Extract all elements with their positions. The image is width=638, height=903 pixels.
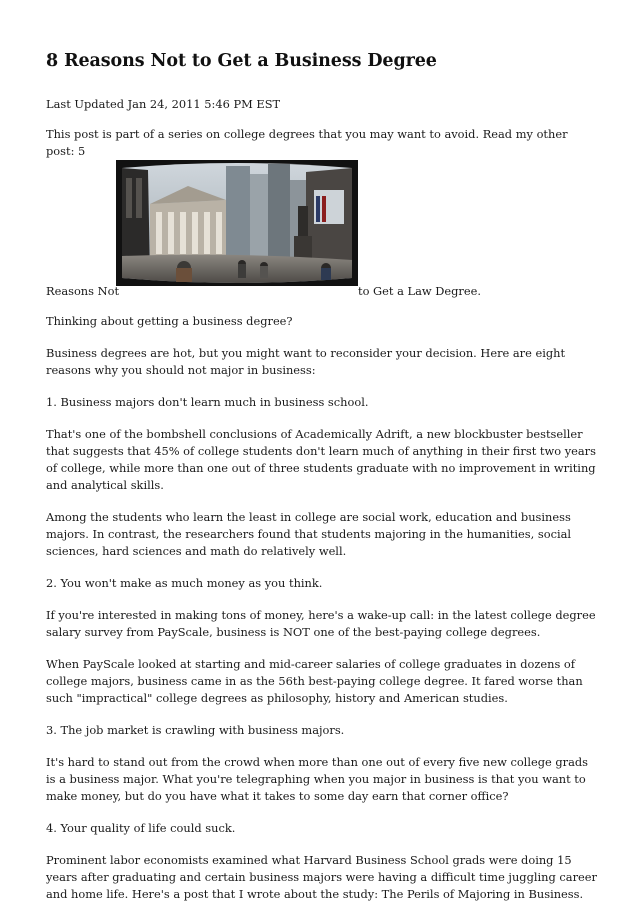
article-title: 8 Reasons Not to Get a Business Degree <box>46 51 437 71</box>
reason-1-heading: 1. Business majors don't learn much in business school. <box>46 395 369 409</box>
reason-2-heading: 2. You won't make as much money as you think. <box>46 576 323 590</box>
paragraph-7: If you're interested in making tons of money, here's a wake-up call: in the latest college degree salary survey from PayScale, business is NOT one of the best-paying college degrees. <box>46 608 596 639</box>
paragraph-1: Thinking about getting a business degree? <box>46 314 293 328</box>
paragraph-12: Prominent labor economists examined what Harvard Business School grads were doing 15 years after graduating and certain business majors were having a difficult time juggling career and home life. Here's a post that I wrote about the study: The Perils of Majoring in Business. <box>46 853 597 901</box>
intro-image-line <box>46 160 598 298</box>
paragraph-8: When PayScale looked at starting and mid-career salaries of college graduates in dozens of college majors, business came in as the 56th best-paying college degree. It fared worse than such "impractical" college degrees as philosophy, history and American studies. <box>46 657 583 705</box>
intro-text: This post is part of a series on college degrees that you may want to avoid. Read my other post: 5 <box>46 127 568 158</box>
intro-text-right: to Get a Law Degree. <box>358 284 481 298</box>
paragraph-5: Among the students who learn the least in college are social work, education and business majors. In contrast, the researchers found that students majoring in the humanities, social sciences, hard sciences and math do relatively well. <box>46 510 572 558</box>
paragraph-10: It's hard to stand out from the crowd when more than one out of every five new college grads is a business major. What you're telegraphing when you major in business is that you want to make money, but do you have what it takes to some day earn that corner office? <box>46 755 589 803</box>
reason-4-heading: 4. Your quality of life could suck. <box>46 821 236 835</box>
paragraph-2: Business degrees are hot, but you might want to reconsider your decision. Here are eight reasons why you should not major in business: <box>46 346 566 377</box>
wall-street-photo <box>116 160 358 286</box>
intro-text-left: Reasons Not <box>46 284 120 298</box>
reason-3-heading: 3. The job market is crawling with business majors. <box>46 723 345 737</box>
paragraph-4: That's one of the bombshell conclusions of Academically Adrift, a new blockbuster bestseller that suggests that 45% of college students don't learn much of anything in their first two years of college, while more than one out of three students graduate with no improvement in writing and analytical skills. <box>46 427 596 492</box>
last-updated: Last Updated Jan 24, 2011 5:46 PM EST <box>46 97 281 111</box>
article <box>46 50 598 903</box>
